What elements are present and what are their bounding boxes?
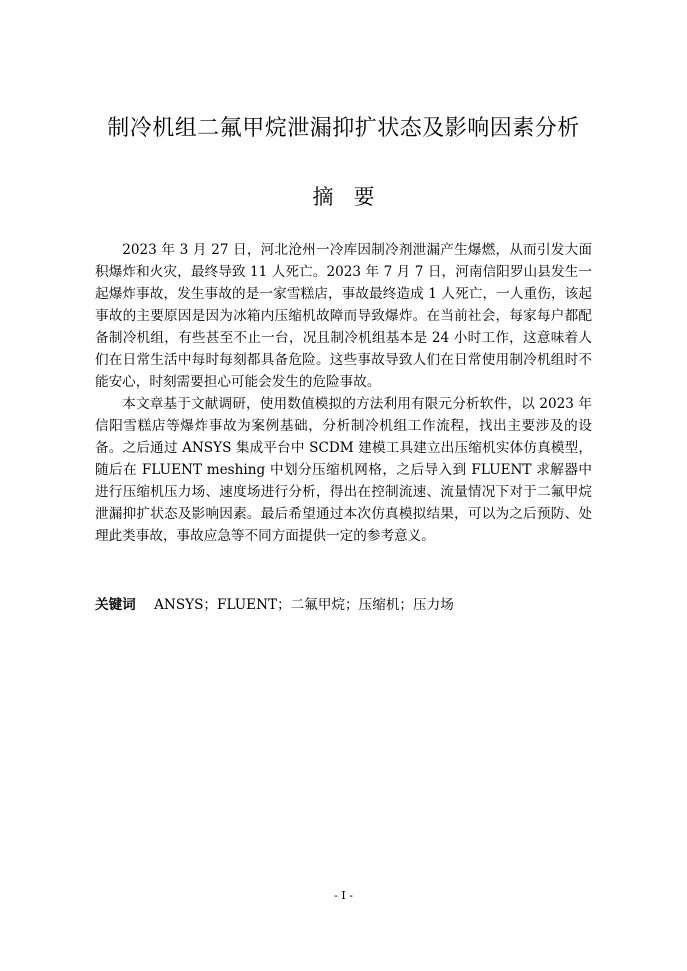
abstract-paragraph-1: 2023 年 3 月 27 日，河北沧州一冷库因制冷剂泄漏产生爆燃，从而引发大面积爆炸和火灾，最终导致 11 人死亡。2023 年 7 月 7 日，河南信阳罗山县发生一起爆炸事故，发生事故的是一家雪糕店，事故最终造成 1 人死亡，一人重伤，该起事故的主要原因是因为冰箱内压缩机故障而导致爆炸。在当前社会，每家每户都配备制冷机组，有些甚至不止一台，况且制冷机组基本是 24 小时工作，这意味着人们在日常生活中每时每刻都具备危险。这些事故导致人们在日常使用制冷机组时不能安心，时刻需要担心可能会发生的危险事故。 <box>95 242 592 390</box>
abstract-heading: 摘要 <box>312 185 395 209</box>
page-number: - I - <box>334 889 353 902</box>
page-title: 制冷机组二氟甲烷泄漏抑扩状态及影响因素分析 <box>107 116 580 141</box>
keywords-line <box>95 594 592 616</box>
abstract-body <box>95 239 592 547</box>
keywords-label: 关键词 <box>95 597 136 613</box>
keywords-value: ANSYS；FLUENT；二氟甲烷；压缩机；压力场 <box>154 597 454 613</box>
abstract-paragraph-2: 本文章基于文献调研，使用数值模拟的方法利用有限元分析软件，以 2023 年信阳雪糕店等爆炸事故为案例基础，分析制冷机组工作流程，找出主要涉及的设备。之后通过 ANSYS 集成平台中 SCDM 建模工具建立出压缩机实体仿真模型，随后在 FLUENT meshing 中划分压缩机网格，之后导入到 FLUENT 求解器中进行压缩机压力场、速度场进行分析，得出在控制流速、流量情况下对于二氟甲烷泄漏抑扩状态及影响因素。最后希望通过本次仿真模拟结果，可以为之后预防、处理此类事故，事故应急等不同方面提供一定的参考意义。 <box>95 396 592 544</box>
